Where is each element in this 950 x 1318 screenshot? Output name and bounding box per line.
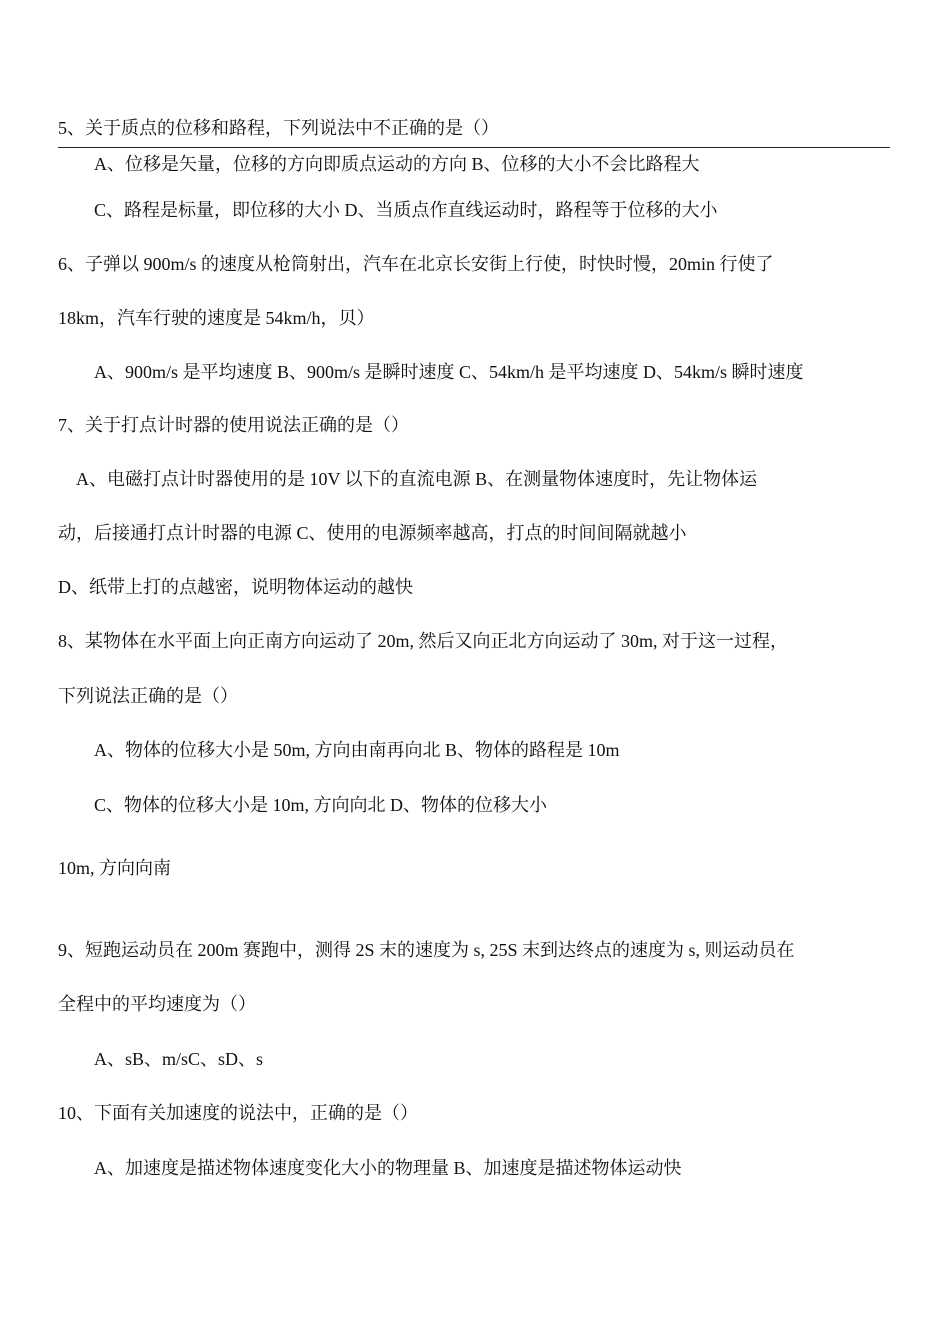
q7-line1: A、电磁打点计时器使用的是 10V 以下的直流电源 B、在测量物体速度时，先让物体运 [76,469,758,489]
q5-line1: A、位移是矢量，位移的方向即质点运动的方向 B、位移的大小不会比路程大 [94,154,700,174]
q8-stem1: 8、某物体在水平面上向正南方向运动了 20m, 然后又向正北方向运动了 30m, 对于这一过程， [58,631,788,651]
q8-stem2: 下列说法正确的是（） [58,686,238,706]
q8-line2: C、物体的位移大小是 10m, 方向向北 D、物体的位移大小 [94,795,548,815]
horizontal-rule [58,147,890,148]
q6-stem2: 18km，汽车行驶的速度是 54km/h，贝） [58,308,375,328]
q8-line3: 10m, 方向向南 [58,858,172,878]
q5-line2: C、路程是标量，即位移的大小 D、当质点作直线运动时，路程等于位移的大小 [94,200,718,220]
q10-line1: A、加速度是描述物体速度变化大小的物理量 B、加速度是描述物体运动快 [94,1158,682,1178]
q7-line2: 动，后接通打点计时器的电源 C、使用的电源频率越高，打点的时间间隔就越小 [58,523,687,543]
q9-stem1: 9、短跑运动员在 200m 赛跑中，测得 2S 末的速度为 s, 25S 末到达终点的速度为 s, 则运动员在 [58,940,795,960]
q9-stem2: 全程中的平均速度为（） [58,994,256,1014]
q8-line1: A、物体的位移大小是 50m, 方向由南再向北 B、物体的路程是 10m [94,740,620,760]
q5-stem: 5、关于质点的位移和路程，下列说法中不正确的是（） [58,118,499,138]
q7-stem: 7、关于打点计时器的使用说法正确的是（） [58,415,409,435]
q7-line3: D、纸带上打的点越密，说明物体运动的越快 [58,577,413,597]
q6-stem1: 6、子弹以 900m/s 的速度从枪筒射出，汽车在北京长安街上行使，时快时慢，20min 行使了 [58,254,774,274]
q10-stem: 10、下面有关加速度的说法中，正确的是（） [58,1103,418,1123]
q6-options: A、900m/s 是平均速度 B、900m/s 是瞬时速度 C、54km/h 是平均速度 D、54km/s 瞬时速度 [94,362,804,382]
q9-options: A、sB、m/sC、sD、s [94,1049,264,1069]
